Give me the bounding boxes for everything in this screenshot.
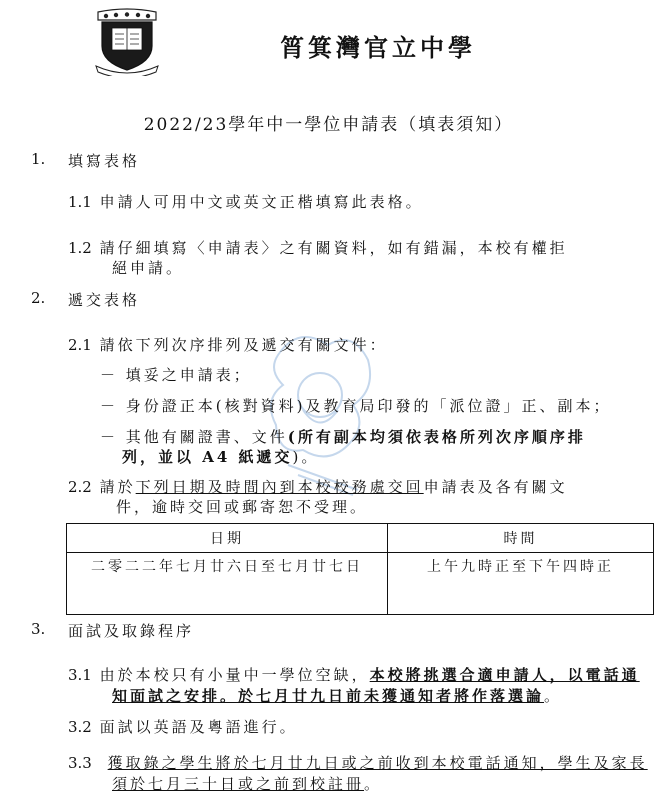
schedule-table xyxy=(66,523,654,615)
bullet-item: － 填妥之申請表； xyxy=(100,366,252,384)
item-3-2 xyxy=(68,716,298,737)
item-text: 面試以英語及粵語進行。 xyxy=(99,718,298,736)
item-text: 。 xyxy=(364,775,383,793)
item-3-3 xyxy=(68,752,648,773)
item-text: 請於 xyxy=(99,478,136,496)
item-3-3-continued xyxy=(112,773,382,794)
section-heading-3 xyxy=(31,620,45,638)
school-crest-logo xyxy=(92,8,162,76)
item-number: 2.1 xyxy=(68,336,92,354)
school-name: 筲箕灣官立中學 xyxy=(280,33,476,62)
section-number: 1. xyxy=(31,150,46,168)
bullet-item: － 身份證正本(核對資料)及教育局印發的「派位證」正、副本； xyxy=(100,397,612,415)
item-2-2 xyxy=(68,476,568,497)
item-2-1 xyxy=(68,334,388,355)
section-number: 3. xyxy=(31,620,46,638)
item-bold-underlined-text: 本校將挑選合適申請人，以電話通 xyxy=(369,666,640,684)
bullet-text: － 其他有關證書、文件 xyxy=(100,428,288,446)
item-number: 2.2 xyxy=(68,478,92,496)
item-number: 3.1 xyxy=(68,666,92,684)
item-3-1 xyxy=(68,664,640,685)
item-number: 1.2 xyxy=(68,239,92,257)
bullet-item xyxy=(100,426,586,447)
table-row-spacer xyxy=(67,585,654,615)
item-number: 3.2 xyxy=(68,718,92,736)
section-heading-2 xyxy=(31,289,45,307)
item-number: 3.3 xyxy=(68,754,92,772)
section-number: 2. xyxy=(31,289,46,307)
form-title: 2022/23學年中一學位申請表（填表須知） xyxy=(143,115,514,135)
table-header-row xyxy=(67,524,654,553)
item-text: 申請表及各有關文 xyxy=(423,478,568,496)
table-cell-date: 二零二二年七月廿六日至七月廿七日 xyxy=(67,553,388,586)
item-1-2-continued: 絕申請。 xyxy=(112,259,185,277)
item-text: 由於本校只有小量中一學位空缺， xyxy=(99,666,370,684)
item-2-2-continued: 件，逾時交回或郵寄恕不受理。 xyxy=(116,498,369,516)
item-number: 1.1 xyxy=(68,193,92,211)
table-row xyxy=(67,553,654,586)
bullet-text: )。 xyxy=(292,448,320,466)
section-title-3: 面試及取錄程序 xyxy=(68,622,195,640)
bullet-bold-text: 列，並以 A4 紙遞交 xyxy=(122,448,293,466)
item-text: 。 xyxy=(544,687,563,705)
item-text: 請依下列次序排列及遞交有關文件： xyxy=(99,336,388,354)
item-3-1-continued xyxy=(112,685,562,706)
item-underlined-text: 須於七月三十日或之前到校註冊 xyxy=(112,775,365,793)
section-heading-1 xyxy=(31,150,45,168)
table-header-date: 日期 xyxy=(67,524,388,553)
item-text: 請仔細填寫〈申請表〉之有關資料，如有錯漏，本校有權拒 xyxy=(99,239,568,257)
bullet-item-continued xyxy=(122,446,319,467)
item-text: 申請人可用中文或英文正楷填寫此表格。 xyxy=(99,193,424,211)
item-underlined-text: 獲取錄之學生將於七月廿九日或之前收到本校電話通知，學生及家長 xyxy=(107,754,648,772)
section-title-1: 填寫表格 xyxy=(68,152,141,170)
item-underlined-text: 下列日期及時間內到本校校務處交回 xyxy=(135,478,424,496)
section-title-2: 遞交表格 xyxy=(68,291,141,309)
item-bold-underlined-text: 知面試之安排。於七月廿九日前未獲通知者將作落選論 xyxy=(112,687,545,705)
table-header-time: 時間 xyxy=(388,524,654,553)
item-1-1 xyxy=(68,191,424,212)
table-cell-time: 上午九時正至下午四時正 xyxy=(388,553,654,586)
bullet-bold-text: (所有副本均須依表格所列次序順序排 xyxy=(287,428,586,446)
item-1-2 xyxy=(68,237,568,258)
